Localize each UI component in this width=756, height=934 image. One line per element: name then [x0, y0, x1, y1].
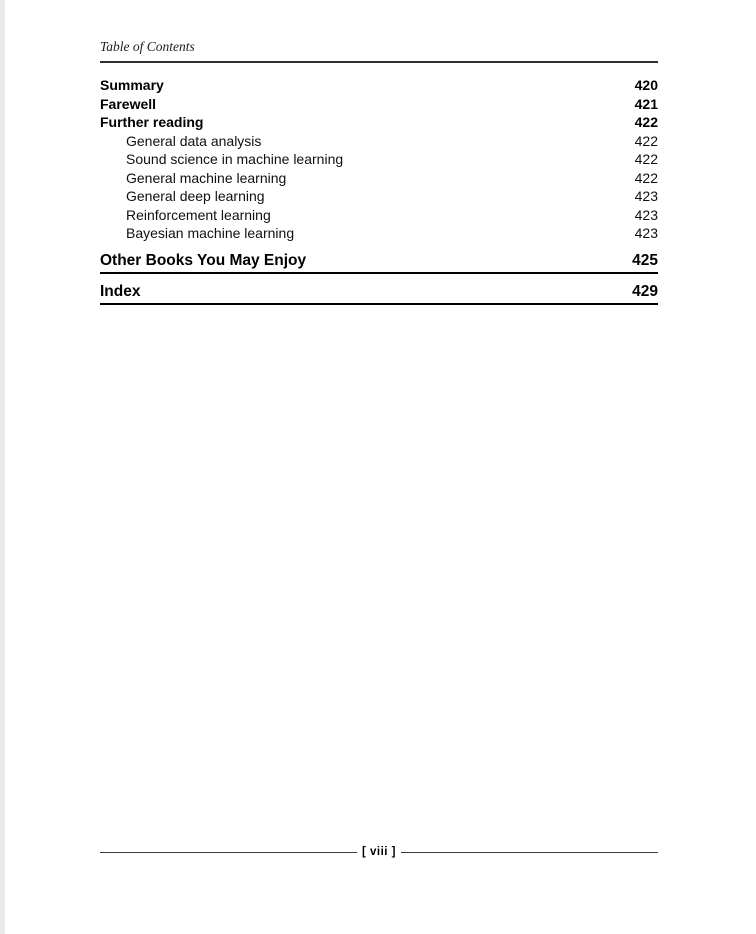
toc-entry-page: 429 — [632, 282, 658, 300]
toc-entry-page: 423 — [634, 206, 658, 223]
toc-entry-label: General machine learning — [126, 169, 287, 186]
running-header — [100, 38, 658, 63]
toc-entry-page: 423 — [634, 188, 658, 204]
toc-entry-label: Reinforcement learning — [126, 206, 271, 223]
toc-entry-label: General deep learning — [126, 188, 265, 204]
toc-entry-page: 420 — [634, 77, 658, 93]
toc-entry-sound-science-in-machine-learning[interactable] — [100, 150, 658, 169]
toc-entry-page: 422 — [634, 151, 658, 167]
toc-entry-other-books-you-may-enjoy[interactable] — [100, 251, 658, 274]
toc-entry-label: Index — [100, 282, 141, 300]
toc-entry-farewell[interactable] — [100, 95, 658, 114]
toc-entry-reinforcement-learning[interactable] — [100, 206, 658, 225]
toc-entry-page: 422 — [634, 132, 658, 149]
toc-entry-bayesian-machine-learning[interactable] — [100, 224, 658, 243]
footer-rule-right — [401, 852, 658, 853]
toc-list — [100, 76, 658, 305]
toc-entry-label: Bayesian machine learning — [126, 225, 295, 241]
toc-entry-summary[interactable] — [100, 76, 658, 95]
toc-entry-page: 423 — [634, 225, 658, 241]
page-footer — [100, 846, 658, 858]
toc-entry-label: Sound science in machine learning — [126, 151, 344, 167]
toc-entry-page: 425 — [632, 251, 658, 269]
toc-entry-page: 422 — [634, 114, 658, 130]
toc-entry-label: Farewell — [100, 95, 157, 112]
footer-page-number: [ viii ] — [361, 846, 397, 858]
toc-entry-label: Other Books You May Enjoy — [100, 251, 307, 269]
toc-entry-general-data-analysis[interactable] — [100, 132, 658, 151]
toc-entry-label: Summary — [100, 77, 164, 93]
toc-entry-index[interactable] — [100, 282, 658, 305]
toc-entry-page: 421 — [634, 95, 658, 112]
footer-rule-left — [100, 852, 357, 853]
running-header-title: Table of Contents — [100, 39, 195, 54]
toc-entry-page: 422 — [634, 169, 658, 186]
page-content — [100, 0, 658, 305]
page-edge-shading — [0, 0, 5, 934]
toc-entry-label: General data analysis — [126, 132, 262, 149]
toc-entry-general-machine-learning[interactable] — [100, 169, 658, 188]
toc-entry-label: Further reading — [100, 114, 204, 130]
toc-entry-further-reading[interactable] — [100, 113, 658, 132]
toc-entry-general-deep-learning[interactable] — [100, 187, 658, 206]
